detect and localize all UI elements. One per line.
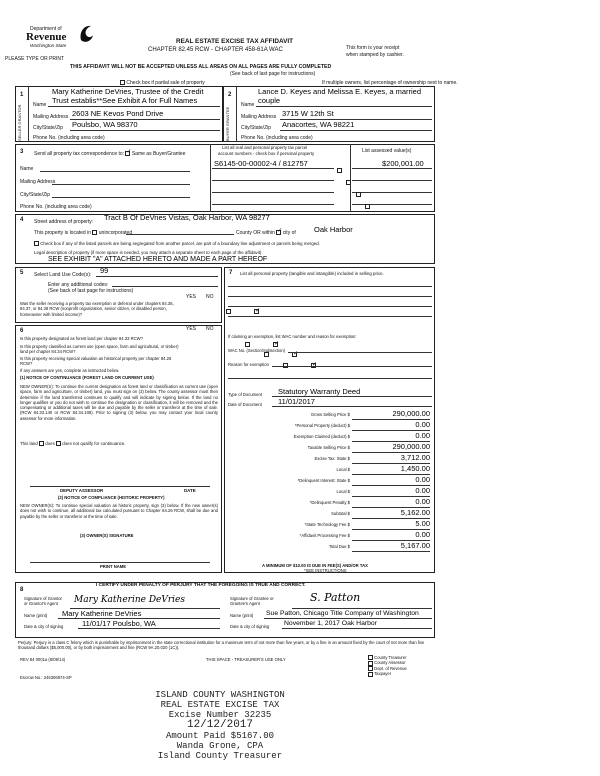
stamp-excise-number: Excise Number 32235 (168, 710, 272, 720)
s3-name-label: Name (20, 166, 34, 172)
section-1-number: 1 (20, 92, 24, 98)
logo-swirl-icon (78, 24, 94, 44)
county-row (236, 230, 296, 236)
grantor-date-value[interactable]: 11/01/17 Poulsbo, WA (82, 619, 156, 628)
grantor-sig-label: Signature of Grantor or Grantor's Agent (24, 596, 62, 607)
s3-address-label: Mailing Address (20, 179, 56, 185)
seller-name-line2[interactable]: Trust establis**See Exhibit A for Full Names (52, 96, 198, 105)
grantee-name-label: Name (print) (230, 613, 254, 618)
logo-state-text: Washington State (30, 43, 67, 48)
tax-row-value[interactable]: 5,167.00 (400, 541, 430, 550)
grantee-sig-label: Signature of Grantee or Grantee's Agent (230, 596, 274, 607)
buyer-side-label: BUYER GRANTEE (225, 106, 230, 141)
street-label: Street address of property: (34, 219, 94, 225)
seller-name-line1: Mary Katherine DeVries, Trustee of the Credit (52, 87, 204, 96)
county-label: County OR within (236, 230, 275, 236)
form-title: REAL ESTATE EXCISE TAX AFFIDAVIT (176, 38, 294, 45)
unincorporated-label: unincorporated (98, 230, 133, 236)
grantee-signature[interactable]: S. Patton (310, 591, 361, 604)
receipt-note-1: This form is your receipt (346, 45, 400, 51)
tax-row-value[interactable]: 290,000.00 (392, 409, 430, 418)
tax-row-label: *State Technology Fee $ (304, 522, 350, 527)
seller-address-label: Mailing Address (33, 114, 69, 120)
street-value[interactable]: Tract B Of DeVries Vistas, Oak Harbor, WA 98277 (104, 213, 270, 222)
buyer-city-value[interactable]: Anacortes, WA 98221 (282, 120, 355, 129)
s5-no-label: NO (206, 294, 214, 300)
tax-row-value[interactable]: 3,712.00 (400, 453, 430, 462)
land-use-label: Select Land Use Code(s): (34, 272, 92, 278)
reason-label: Reason for exemption (228, 362, 269, 367)
tax-row-label: *Affidavit Processing Fee $ (299, 533, 350, 538)
tax-row (228, 520, 432, 531)
section-6-number: 6 (20, 328, 24, 334)
rev-number: REV 84 0001a (8/09/14) (20, 657, 66, 662)
tax-row-value[interactable]: 0.00 (415, 497, 430, 506)
s3-phone-label: Phone No. (including area code) (20, 204, 92, 210)
buyer-address-value[interactable]: 3715 W 12th St (282, 109, 334, 118)
tax-row (228, 465, 432, 476)
land-label: This land (20, 441, 38, 446)
print-name-label: PRINT NAME (100, 564, 127, 569)
assessed-value[interactable]: $200,001.00 (382, 159, 424, 168)
legal-description[interactable]: SEE EXHIBIT "A" ATTACHED HERETO AND MADE A PART HEREOF (48, 256, 268, 263)
s5-see-back: (See back of last page for instructions) (48, 288, 134, 294)
located-row (34, 230, 132, 236)
minimum-due-line2: *SEE INSTRUCTIONS (304, 568, 347, 573)
tax-row (228, 542, 432, 553)
land-qualify-row (20, 441, 126, 447)
doc-type-label: Type of Document (228, 392, 262, 397)
buyer-phone-label: Phone No. (including area code) (241, 135, 313, 141)
stamp-treasurer-title: Island County Treasurer (157, 751, 283, 761)
distribution-checkbox[interactable] (368, 655, 373, 660)
section-3-number: 3 (20, 149, 24, 155)
additional-codes-label: Enter any additional codes: (48, 282, 109, 288)
city-of-checkbox[interactable] (276, 230, 281, 235)
tax-row-label: Local $ (336, 489, 350, 494)
doc-date-label: Date of Document (228, 402, 262, 407)
notice2-title: (2) NOTICE OF COMPLIANCE (HISTORIC PROPERTY) (58, 495, 165, 500)
buyer-name-line2[interactable]: couple (258, 96, 281, 105)
receipt-note-2: when stamped by cashier. (346, 52, 404, 58)
city-of-label: city of (282, 230, 296, 236)
partial-sale-checkbox[interactable] (120, 80, 125, 85)
grantor-name-label: Name (print) (24, 613, 48, 618)
minimum-due-line1: A MINIMUM OF $10.00 IS DUE IN FEE(S) AND/OR TAX (262, 563, 368, 568)
tax-row-value[interactable]: 0.00 (415, 431, 430, 440)
parcel-1-personal-checkbox[interactable] (337, 168, 342, 173)
distribution-checkbox[interactable] (368, 661, 373, 666)
segregated-label: Check box if any of the listed parcels are being segregated from another parcel, are part of a boundary line adjustment or parcels being merged. (40, 241, 320, 246)
s6-q2: Is this property classified as current use (open space, farm and agricultural, or timber) land per chapter 84.34 RCW? (20, 344, 179, 355)
tax-row-label: *Delinquent Penalty $ (309, 500, 350, 505)
section-7-number: 7 (229, 270, 233, 276)
wac-label: WAC No. (Section/Subsection) (228, 348, 286, 353)
deputy-date-label: DATE (184, 488, 196, 493)
exemption-claim-label: If claiming an exemption, list WAC number and reason for exemption: (228, 334, 357, 339)
personal-property-label: List all personal property (tangible and intangible) included in selling price. (240, 271, 384, 276)
certify-text: I CERTIFY UNDER PENALTY OF PERJURY THAT THE FOREGOING IS TRUE AND CORRECT. (96, 583, 306, 588)
stamp-amount: Amount Paid $5167.00 (165, 731, 275, 741)
revenue-logo (18, 24, 98, 54)
city-name-value[interactable]: Oak Harbor (314, 225, 353, 234)
grantee-date-value[interactable]: November 1, 2017 Oak Harbor (284, 620, 377, 627)
value-header: List assessed value(s) (362, 148, 412, 154)
distribution-list (368, 655, 407, 677)
unincorporated-checkbox[interactable] (92, 230, 97, 235)
s6-if-yes: If any answers are yes, complete as instructed below. (20, 368, 120, 373)
distribution-label: County Treasurer (374, 655, 407, 660)
buyer-address-label: Mailing Address (241, 114, 277, 120)
tax-row-label: Local $ (336, 467, 350, 472)
tax-row-value[interactable]: 1,450.00 (400, 464, 430, 473)
doc-type-value[interactable]: Statutory Warranty Deed (278, 387, 361, 396)
grantor-signature[interactable]: Mary Katherine DeVries (74, 595, 185, 605)
parcel-header-1: List all real and personal property tax parcel (222, 145, 308, 150)
tax-table (228, 410, 432, 553)
notice1-text: NEW OWNER(S): To continue the current designation as forest land or classification as current use (open space, farm and agriculture, or timber) land, you must sign on (3) below. The county assessor must then determine if the land transferred continues to qualify and will indicate by signing below. If the land no longer qualifies or you do not wish to continue the designation or classification, it will be removed and the compensating or additional taxes will be due and payable by the seller or transferor at the time of sale. (RCW 84.33.140 or RCW 84.34.108). Prior to signing (3) below, you may contact your local county assessor for more information. (20, 384, 218, 421)
tax-row-value[interactable]: 5.00 (415, 519, 430, 528)
tax-row (228, 487, 432, 498)
s6-q1: Is this property designated as forest land per chapter 84.33 RCW? (20, 336, 143, 341)
distribution-item (368, 671, 407, 676)
land-does-not-label: does not qualify for continuance. (62, 441, 126, 446)
send-correspondence-row (34, 151, 185, 157)
tax-row-value[interactable]: 290,000.00 (392, 442, 430, 451)
tax-row-label: Exemption Claimed (deduct) $ (293, 434, 350, 439)
segregated-checkbox[interactable] (34, 241, 39, 246)
s5-yes-label: YES (186, 294, 197, 300)
parcel-4-personal-checkbox[interactable] (365, 204, 370, 209)
distribution-label: County Assessor (374, 660, 406, 666)
seller-city-label: City/State/Zip (33, 125, 64, 131)
grantor-date-label: Date & city of signing (24, 624, 64, 629)
section-2-number: 2 (228, 92, 232, 98)
s6-yes-label: YES (186, 326, 197, 332)
form-subtitle: CHAPTER 82.45 RCW - CHAPTER 458-61A WAC (148, 47, 283, 53)
tax-row-label: *Delinquent Interest: State $ (297, 478, 350, 483)
land-does-label: does (45, 441, 55, 446)
same-as-buyer-label: Same as Buyer/Grantee (131, 151, 186, 157)
send-correspondence-label: Send all property tax correspondence to: (34, 151, 125, 157)
tax-row (228, 410, 432, 421)
logo-name-text: Revenue (26, 31, 67, 43)
tax-row-value[interactable]: 0.00 (415, 530, 430, 539)
notice1-title: (1) NOTICE OF CONTINUANCE (FOREST LAND OR CURRENT USE) (20, 375, 154, 380)
tax-row-value[interactable]: 5,162.00 (400, 508, 430, 517)
stamp-county: ISLAND COUNTY WASHINGTON (155, 690, 285, 700)
s6-q3: Is this property receiving special valuation as historical property per chapter 84.26 RCW? (20, 356, 172, 367)
s6-no-label: NO (206, 326, 214, 332)
notice2-text: NEW OWNER(S): To continue special valuation as historic property, sign (3) below. If the new owner(s) does not wish to continue, all additional tax calculated pursuant to Chapter 84.26 RCW, shall be due and payable by the seller or transferor at the time of sale. (20, 503, 218, 519)
tax-row-value[interactable]: 0.00 (415, 475, 430, 484)
buyer-name-line1: Lance D. Keyes and Melissa E. Keyes, a married (258, 87, 421, 96)
grantee-date-label: Date & city of signing (230, 624, 270, 629)
stamp-date: 12/12/2017 (186, 719, 253, 731)
parcel-3-personal-checkbox[interactable] (356, 192, 361, 197)
warning-text: THIS AFFIDAVIT WILL NOT BE ACCEPTED UNLESS ALL AREAS ON ALL PAGES ARE FULLY COMPLETED (70, 64, 332, 70)
treasurer-stamp (100, 690, 340, 761)
land-does-not-checkbox[interactable] (56, 441, 61, 446)
distribution-checkbox[interactable] (368, 672, 373, 677)
seller-name-label: Name (33, 102, 47, 108)
tax-row (228, 509, 432, 520)
tax-row-label: Excise Tax: State $ (314, 456, 350, 461)
distribution-label: Taxpayer (374, 671, 392, 677)
multiple-owners-note: If multiple owners, list percentage of ownership next to name. (322, 80, 458, 86)
deputy-assessor-label: DEPUTY ASSESSOR (60, 488, 104, 493)
partial-sale-label: Check box if partial sale of property (126, 80, 205, 86)
treasurer-use-label: THIS SPACE - TREASURER'S USE ONLY (206, 657, 286, 662)
stamp-tax-type: REAL ESTATE EXCISE TAX (160, 700, 280, 710)
grantee-name-value[interactable]: Sue Patton, Chicago Title Company of Washington (266, 610, 419, 617)
seller-city-value[interactable]: Poulsbo, WA 98370 (72, 120, 138, 129)
located-label: This property is located in (34, 230, 91, 236)
tax-row-label: *Personal Property (deduct) $ (294, 423, 350, 428)
tax-row-label: Subtotal $ (331, 511, 350, 516)
seller-side-label: SELLER GRANTOR (17, 104, 22, 141)
tax-row-label: Taxable Selling Price $ (307, 445, 350, 450)
logo-dept-text: Department of (30, 26, 62, 32)
land-does-checkbox[interactable] (39, 441, 44, 446)
seller-phone-label: Phone No. (including area code) (33, 135, 105, 141)
tax-row-value[interactable]: 0.00 (415, 486, 430, 495)
buyer-city-label: City/State/Zip (241, 125, 272, 131)
see-back-text: (See back of last page for instructions) (230, 71, 316, 77)
seller-address-value[interactable]: 2603 NE Kevos Pond Drive (72, 109, 164, 118)
distribution-label: Dept. of Revenue (374, 665, 407, 671)
perjury-text: Perjury: Perjury is a class C felony which is punishable by imprisonment in the state correctional institution for a maximum term of not more than five years, or by a fine in an amount fixed by the court of not more than five thousand dollars ($5,000.00), or by both imprisonment and fine (RCW 9A.20.020 (1C)). (18, 640, 425, 651)
parcel-number[interactable]: S6145-00-00002-4 / 812757 (214, 159, 308, 168)
owner-signature-label: (3) OWNER(S) SIGNATURE (80, 533, 134, 538)
section-4-number: 4 (20, 217, 24, 223)
s3-city-label: City/State/Zip (20, 192, 51, 198)
escrow-number: Escrow No.: 245306974-SP (20, 675, 72, 680)
tax-row (228, 476, 432, 487)
tax-row-label: Gross Selling Price $ (310, 412, 350, 417)
parcel-header-2: account numbers - check box if personal property (218, 151, 315, 156)
legal-label: Legal description of property (if more space is needed, you may attach a separate sheet to each page of the affidavit) (34, 250, 262, 255)
section-5-number: 5 (20, 270, 24, 276)
buyer-name-label: Name (241, 102, 255, 108)
s5-question: Was the seller receiving a property tax exemption or deferral under chapters 84.36, 84.37, or 84.38 RCW (nonprofit organization, senior citizen, or disabled person, homeowner with limited income)? (20, 301, 174, 317)
distribution-checkbox[interactable] (368, 666, 373, 671)
grantor-name-value[interactable]: Mary Katherine DeVries (62, 609, 142, 618)
segregated-row (34, 241, 320, 247)
tax-row (228, 421, 432, 432)
land-use-value[interactable]: 99 (100, 266, 109, 275)
doc-date-value[interactable]: 11/01/2017 (278, 397, 315, 406)
same-as-buyer-checkbox[interactable] (125, 151, 130, 156)
tax-row-label: Total Due $ (328, 544, 350, 549)
please-type-label: PLEASE TYPE OR PRINT (5, 56, 65, 62)
section-8-number: 8 (20, 587, 24, 593)
parcel-2-personal-checkbox[interactable] (346, 180, 351, 185)
stamp-treasurer-name: Wanda Grone, CPA (176, 741, 264, 751)
tax-row-value[interactable]: 0.00 (415, 420, 430, 429)
